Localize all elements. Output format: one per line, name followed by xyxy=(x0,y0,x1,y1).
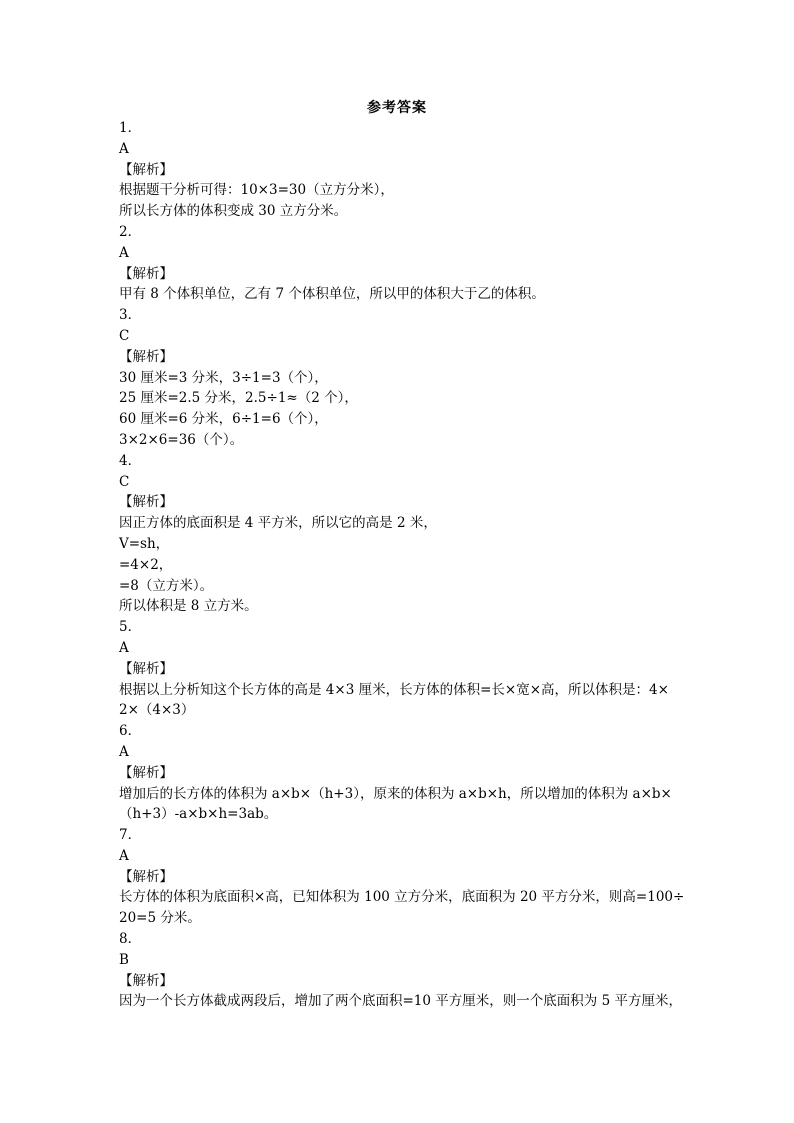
text-line: 7． xyxy=(119,827,142,844)
text-line: 甲有 8 个体积单位，乙有 7 个体积单位，所以甲的体积大于乙的体积。 xyxy=(119,286,545,303)
text-line: 25 厘米=2.5 分米，2.5÷1≈（2 个）， xyxy=(119,390,358,407)
text-line: 3． xyxy=(119,307,142,324)
text-line: 【解析】 xyxy=(119,972,173,989)
text-line: 根据以上分析知这个长方体的高是 4×3 厘米，长方体的体积=长×宽×高，所以体积是：4× xyxy=(119,681,669,698)
text-line: V=sh， xyxy=(119,535,170,552)
text-line: 增加后的长方体的体积为 a×b×（h+3），原来的体积为 a×b×h，所以增加的体积为 a×b× xyxy=(119,785,672,802)
text-line: 2． xyxy=(119,223,142,240)
text-line: 【解析】 xyxy=(119,660,173,677)
text-line: =4×2， xyxy=(119,556,173,573)
text-line: A xyxy=(119,140,129,157)
text-line: 【解析】 xyxy=(119,348,173,365)
text-line: 30 厘米=3 分米，3÷1=3（个）， xyxy=(119,369,328,386)
text-line: 1． xyxy=(119,120,142,136)
page-title: 参考答案 xyxy=(367,100,427,116)
text-line: 【解析】 xyxy=(119,764,173,781)
text-line: C xyxy=(119,327,130,344)
text-line: 根据题干分析可得：10×3=30（立方分米）， xyxy=(119,182,394,199)
text-line: 【解析】 xyxy=(119,868,173,885)
text-line: B xyxy=(119,951,129,968)
text-line: C xyxy=(119,473,130,490)
text-line: 20=5 分米。 xyxy=(119,910,201,927)
text-line: 因为一个长方体截成两段后，增加了两个底面积=10 平方厘米，则一个底面积为 5 平方厘米， xyxy=(119,993,682,1010)
text-line: 【解析】 xyxy=(119,161,173,178)
text-line: 60 厘米=6 分米，6÷1=6（个）， xyxy=(119,411,328,428)
text-line: A xyxy=(119,244,129,261)
text-line: 长方体的体积为底面积×高，已知体积为 100 立方分米，底面积为 20 平方分米，则高=100÷ xyxy=(119,889,685,906)
text-line: A xyxy=(119,639,129,656)
text-line: 4． xyxy=(119,452,142,469)
text-line: （h+3）-a×b×h=3ab。 xyxy=(119,806,278,823)
text-line: A xyxy=(119,743,129,760)
text-line: 5． xyxy=(119,619,142,636)
text-line: A xyxy=(119,847,129,864)
text-line: 【解析】 xyxy=(119,494,173,511)
text-line: 8． xyxy=(119,931,142,948)
text-line: 【解析】 xyxy=(119,265,173,282)
text-line: 所以体积是 8 立方米。 xyxy=(119,598,258,615)
text-line: 3×2×6=36（个）。 xyxy=(119,431,244,448)
text-line: 6． xyxy=(119,723,142,740)
answer-content xyxy=(119,118,684,1012)
text-line: 所以长方体的体积变成 30 立方分米。 xyxy=(119,203,348,220)
text-line: =8（立方米）。 xyxy=(119,577,214,594)
text-line: 因正方体的底面积是 4 平方米，所以它的高是 2 米， xyxy=(119,515,437,532)
text-line: 2×（4×3） xyxy=(119,702,195,719)
